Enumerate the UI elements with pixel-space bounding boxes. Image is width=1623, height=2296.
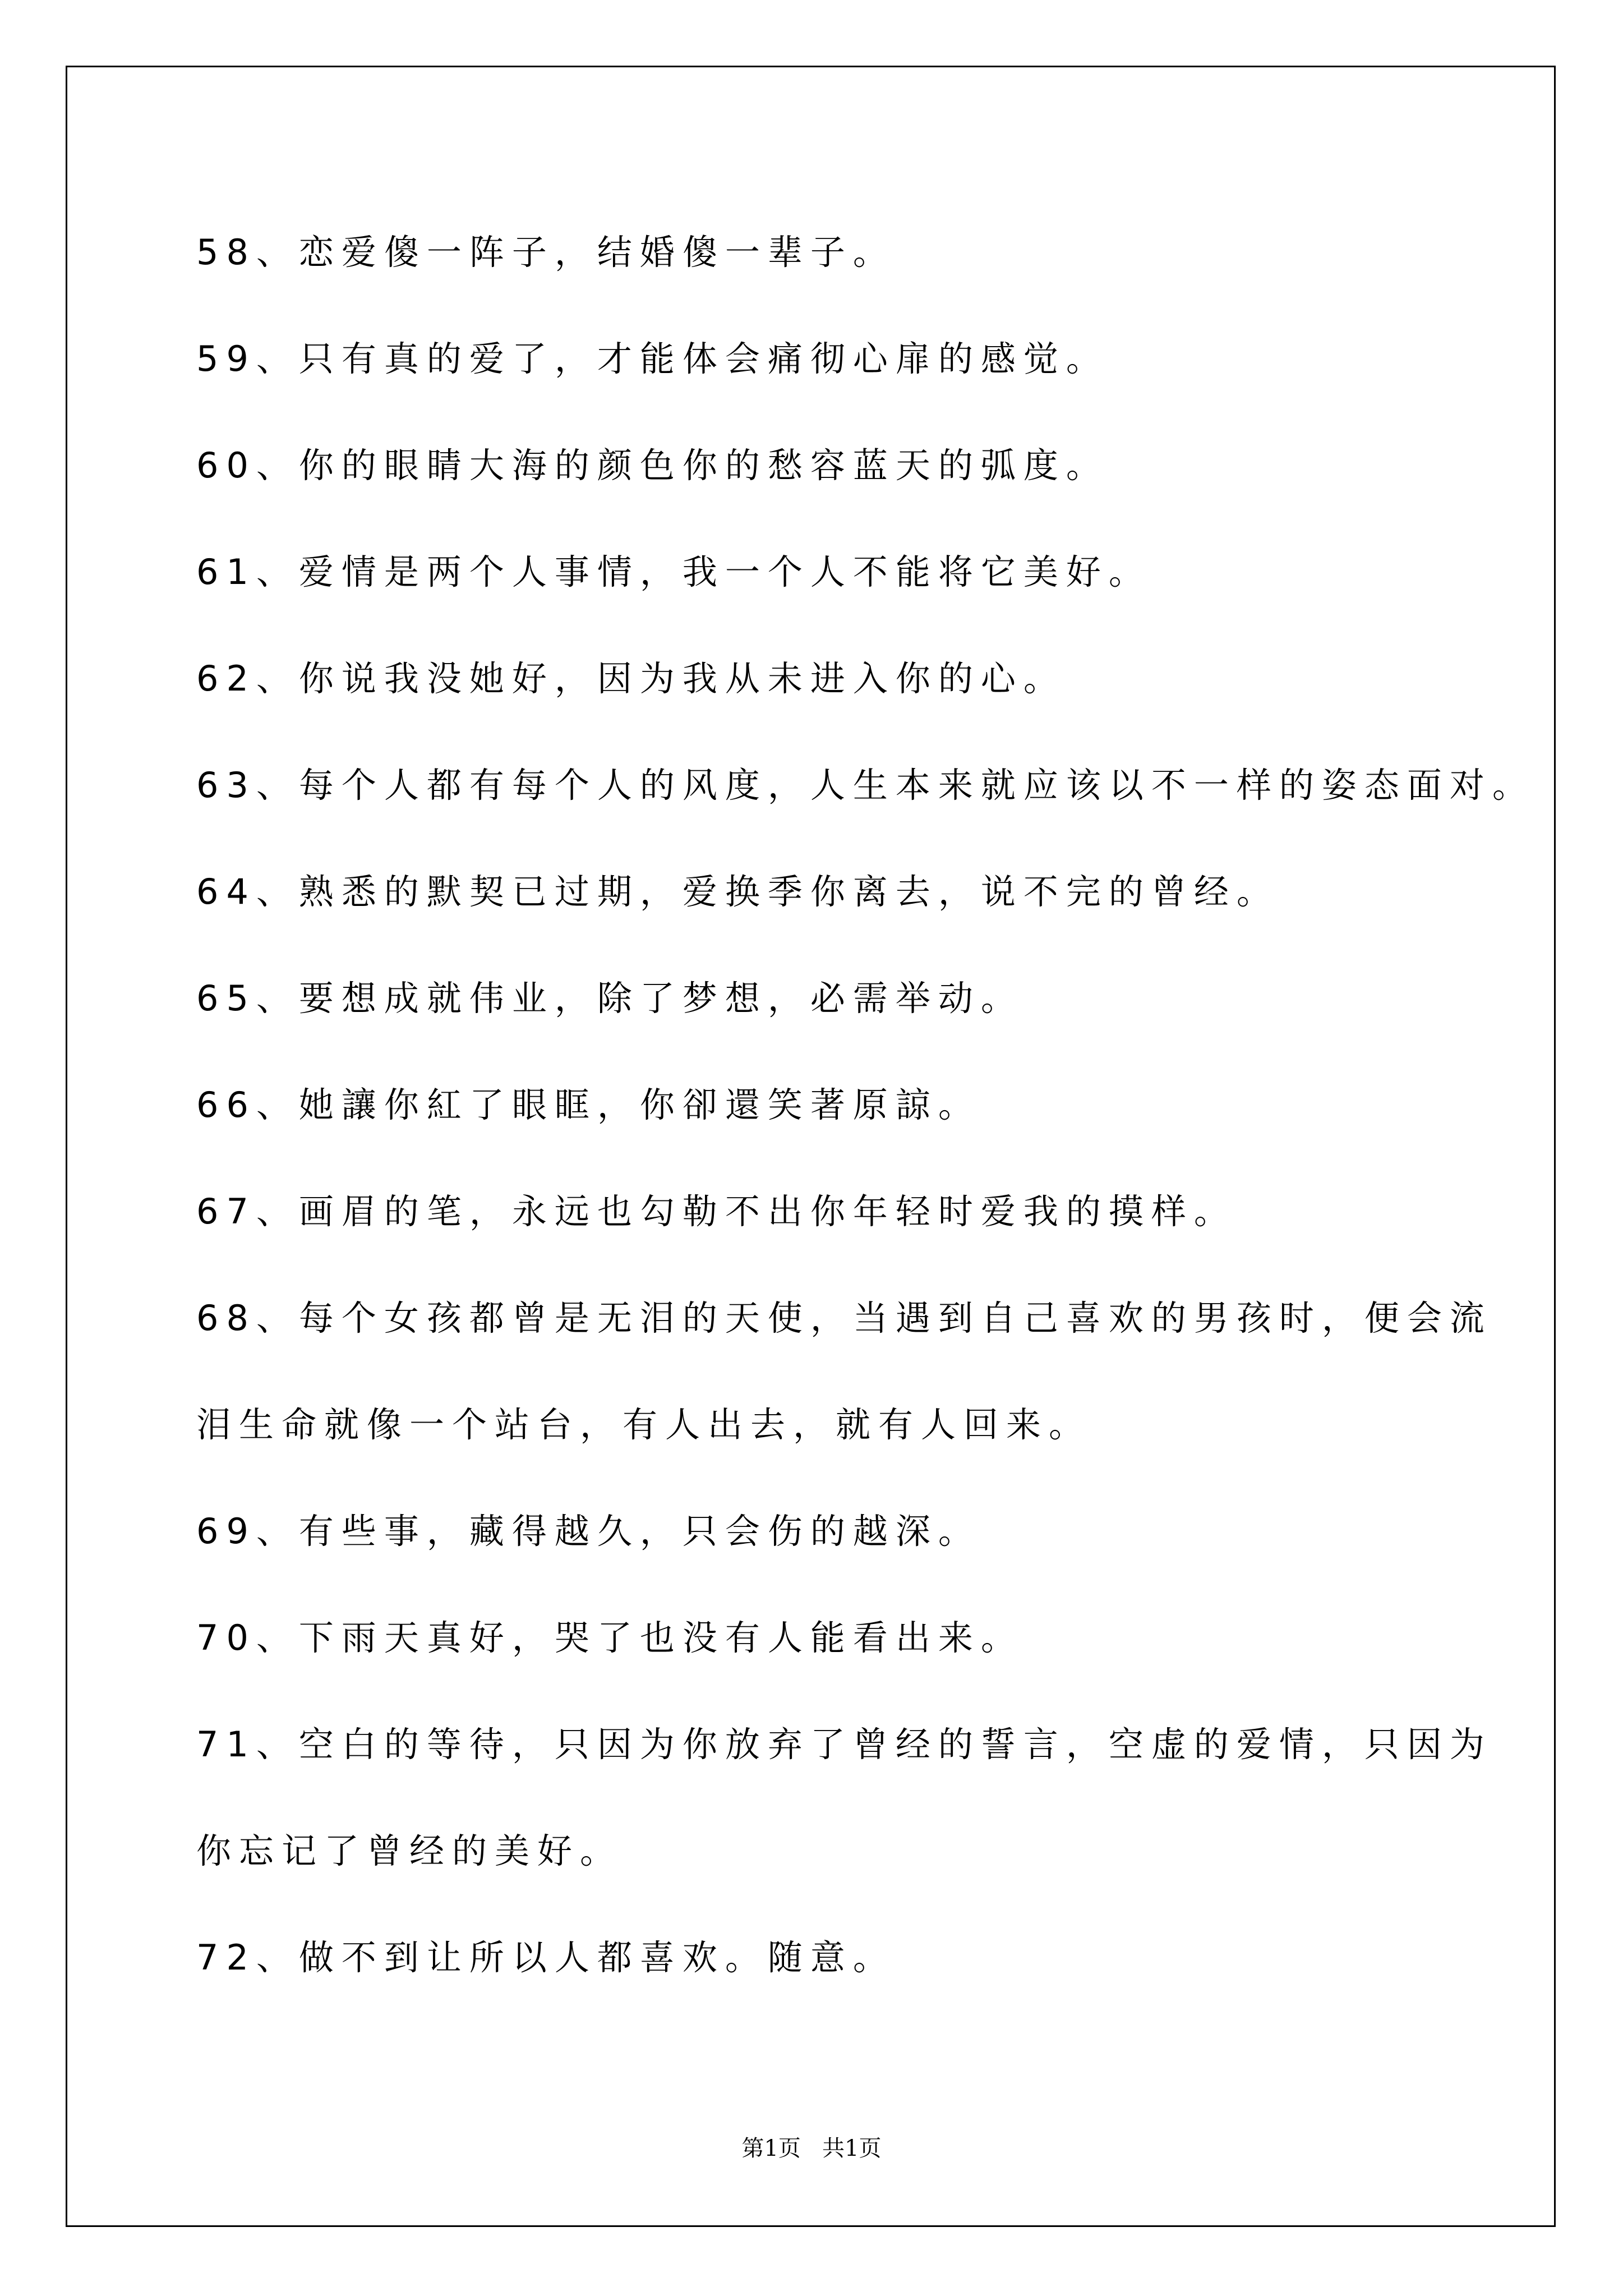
- text-line: 69、有些事，藏得越久，只会伤的越深。: [196, 1511, 981, 1552]
- page-footer: 第1页 共1页: [741, 2136, 882, 2161]
- text-line: 64、熟悉的默契已过期，爱换季你离去，说不完的曾经。: [196, 871, 1279, 912]
- text-line: 58、恋爱傻一阵子，结婚傻一辈子。: [196, 232, 896, 273]
- text-line: 泪生命就像一个站台，有人出去，就有人回来。: [196, 1404, 1092, 1445]
- text-line: 62、你说我没她好，因为我从未进入你的心。: [196, 658, 1066, 699]
- text-line: 65、要想成就伟业，除了梦想，必需举动。: [196, 978, 1023, 1019]
- text-line: 60、你的眼睛大海的颜色你的愁容蓝天的弧度。: [196, 445, 1109, 486]
- text-line: 66、她讓你紅了眼眶，你卻還笑著原諒。: [196, 1084, 981, 1125]
- text-line: 61、爱情是两个人事情，我一个人不能将它美好。: [196, 551, 1151, 592]
- text-line: 67、画眉的笔，永远也勾勒不出你年轻时爱我的摸样。: [196, 1191, 1237, 1232]
- text-line: 71、空白的等待，只因为你放弃了曾经的誓言，空虚的爱情，只因为: [196, 1724, 1492, 1765]
- text-line: 59、只有真的爱了，才能体会痛彻心扉的感觉。: [196, 338, 1109, 379]
- text-line: 72、做不到让所以人都喜欢。随意。: [196, 1937, 896, 1978]
- text-line: 68、每个女孩都曾是无泪的天使，当遇到自己喜欢的男孩时，便会流: [196, 1297, 1492, 1338]
- text-line: 你忘记了曾经的美好。: [196, 1830, 623, 1871]
- text-line: 70、下雨天真好，哭了也没有人能看出来。: [196, 1617, 1023, 1658]
- text-line: 63、每个人都有每个人的风度，人生本来就应该以不一样的姿态面对。: [196, 765, 1535, 806]
